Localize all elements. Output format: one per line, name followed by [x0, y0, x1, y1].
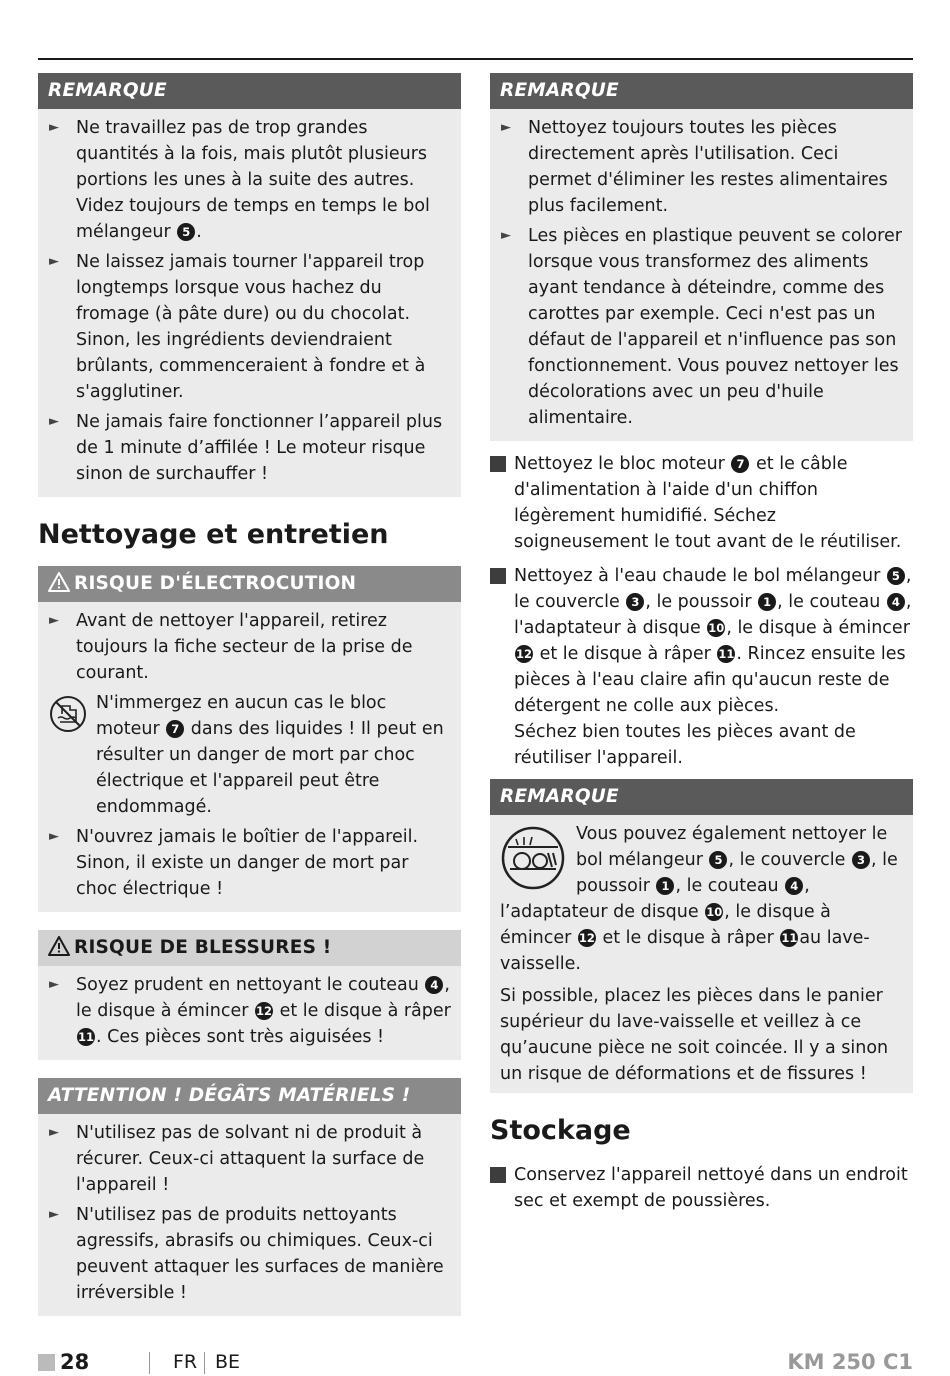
remarque-box-2 [490, 73, 913, 441]
section-title-stockage: Stockage [490, 1115, 631, 1146]
part-number-badge: 1 [758, 593, 776, 611]
top-rule [38, 58, 913, 60]
divider [204, 1352, 205, 1374]
risque-electrocution-box [38, 566, 461, 912]
list-item: ► Avant de nettoyer l'appareil, retirez toujours la fiche secteur de la prise de courant. [48, 608, 451, 686]
part-number-badge: 11 [718, 647, 735, 661]
remarque-title: REMARQUE [490, 779, 913, 815]
arrow-bullet-icon: ► [49, 613, 59, 628]
part-number-badge: 4 [425, 976, 443, 994]
step-item: Conservez l'appareil nettoyé dans un endroit sec et exempt de poussières. [490, 1162, 913, 1214]
square-bullet-icon [490, 456, 506, 472]
warning-triangle-icon [48, 569, 70, 605]
list-item: ► N'utilisez pas de solvant ni de produit à récurer. Ceux-ci attaquent la surface de l'appareil ! [48, 1120, 451, 1198]
list-item: ► N'utilisez pas de produits nettoyants agressifs, abrasifs ou chimiques. Ceux-ci peuvent attaquer les surfaces de manière irréversible ! [48, 1202, 451, 1306]
arrow-bullet-icon: ► [49, 977, 59, 992]
warning-title: RISQUE D'ÉLECTROCUTION [38, 566, 461, 602]
arrow-bullet-icon: ► [49, 120, 59, 135]
arrow-bullet-icon: ► [501, 120, 511, 135]
warning-title: RISQUE DE BLESSURES ! [38, 930, 461, 966]
arrow-bullet-icon: ► [49, 1207, 59, 1222]
part-number-badge: 7 [166, 720, 184, 738]
risque-blessures-box [38, 930, 461, 1060]
part-number-badge: 10 [706, 905, 723, 919]
arrow-bullet-icon: ► [501, 228, 511, 243]
remarque-box-3 [490, 779, 913, 1093]
part-number-badge: 12 [578, 931, 595, 945]
list-item: ► N'ouvrez jamais le boîtier de l'appareil. Sinon, il existe un danger de mort par choc électrique ! [48, 824, 451, 902]
part-number-badge: 5 [177, 223, 195, 241]
list-item: ► Les pièces en plastique peuvent se colorer lorsque vous transformez des aliments ayant tendance à déteindre, comme des carottes par exemple. Ceci n'est pas un défaut de l'appareil et n'influence pas son fonctionnement. Vous pouvez nettoyer les décolorations avec un peu d'huile alimentaire. [500, 223, 903, 431]
arrow-bullet-icon: ► [49, 414, 59, 429]
arrow-bullet-icon: ► [49, 1125, 59, 1140]
part-number-badge: 3 [626, 593, 644, 611]
dishwasher-note: Vous pouvez également nettoyer le bol mélangeur 5 , le couvercle 3 , le poussoir 1 , le couteau 4 , l’adaptateur de disque 10 , le disque à émincer 12 et le disque à râper 11 au lave-vaisselle. [500, 824, 898, 974]
arrow-bullet-icon: ► [49, 829, 59, 844]
language-code: FR [173, 1351, 198, 1373]
page-footer [38, 1350, 913, 1376]
part-number-badge: 4 [785, 877, 803, 895]
part-number-badge: 5 [887, 567, 905, 585]
part-number-badge: 12 [256, 1004, 273, 1018]
warning-triangle-icon [48, 933, 70, 969]
list-item: ► Nettoyez toujours toutes les pièces directement après l'utilisation. Ceci permet d'éliminer les restes alimentaires plus facilement. [500, 115, 903, 219]
left-column [38, 73, 461, 1334]
divider [149, 1352, 150, 1374]
dishwasher-paragraph: Si possible, placez les pièces dans le panier supérieur du lave-vaisselle et veillez à ce qu’aucune pièce ne soit coincée. Il y a sinon un risque de déformations et de fissures ! [500, 986, 889, 1084]
list-item: N'immergez en aucun cas le bloc moteur 7 dans des liquides ! Il peut en résulter un danger de mort par choc électrique et l'appareil peut être endommagé. [48, 690, 451, 820]
part-number-badge: 7 [731, 455, 749, 473]
step-note: Séchez bien toutes les pièces avant de réutiliser l'appareil. [514, 722, 856, 768]
list-item: ► Ne laissez jamais tourner l'appareil trop longtemps lorsque vous hachez du fromage (à pâte dure) ou du chocolat. Sinon, les ingrédients deviendraient brûlants, commenceraient à fondre et à s'agglutiner. [48, 249, 451, 405]
square-bullet-icon [490, 568, 506, 584]
no-immerse-icon [48, 690, 96, 820]
model-number: KM 250 C1 [787, 1350, 913, 1374]
country-code: BE [215, 1351, 241, 1373]
attention-box [38, 1078, 461, 1316]
list-item: ► Soyez prudent en nettoyant le couteau 4 , le disque à émincer 12 et le disque à râper 11 . Ces pièces sont très aiguisées ! [48, 972, 451, 1050]
remarque-box-1 [38, 73, 461, 497]
step-item: Nettoyez à l'eau chaude le bol mélangeur 5 , le couvercle 3 , le poussoir 1 , le couteau 4 , l'adaptateur à disque 10 , le disque à émincer 12 et le disque à râper 11 . Rincez ensuite les pièces à l'eau claire afin qu'aucun reste de détergent ne colle aux pièces. Séchez bien toutes les pièces avant de réutiliser l'appareil. [490, 563, 913, 771]
part-number-badge: 11 [77, 1030, 94, 1044]
part-number-badge: 3 [852, 851, 870, 869]
right-column [490, 73, 913, 1222]
list-item: ► Ne jamais faire fonctionner l’appareil plus de 1 minute d’affilée ! Le moteur risque sinon de surchauffer ! [48, 409, 451, 487]
part-number-badge: 12 [515, 647, 532, 661]
remarque-title: REMARQUE [38, 73, 461, 109]
square-bullet-icon [490, 1167, 506, 1183]
part-number-badge: 10 [708, 621, 725, 635]
step-item: Nettoyez le bloc moteur 7 et le câble d'alimentation à l'aide d'un chiffon légèrement humidifié. Séchez soigneusement le tout avant de le réutiliser. [490, 451, 913, 555]
attention-title: ATTENTION ! DÉGÂTS MATÉRIELS ! [38, 1078, 461, 1114]
page-number: 28 [60, 1350, 90, 1374]
section-title-nettoyage: Nettoyage et entretien [38, 519, 389, 550]
part-number-badge: 5 [709, 851, 727, 869]
dishwasher-icon [500, 825, 568, 897]
part-number-badge: 11 [781, 931, 798, 945]
remarque-title: REMARQUE [490, 73, 913, 109]
part-number-badge: 1 [656, 877, 674, 895]
list-item: ► Ne travaillez pas de trop grandes quantités à la fois, mais plutôt plusieurs portions les unes à la suite des autres. Videz toujours de temps en temps le bol mélangeur 5 . [48, 115, 451, 245]
arrow-bullet-icon: ► [49, 254, 59, 269]
footer-square-icon [38, 1354, 55, 1371]
part-number-badge: 4 [887, 593, 905, 611]
